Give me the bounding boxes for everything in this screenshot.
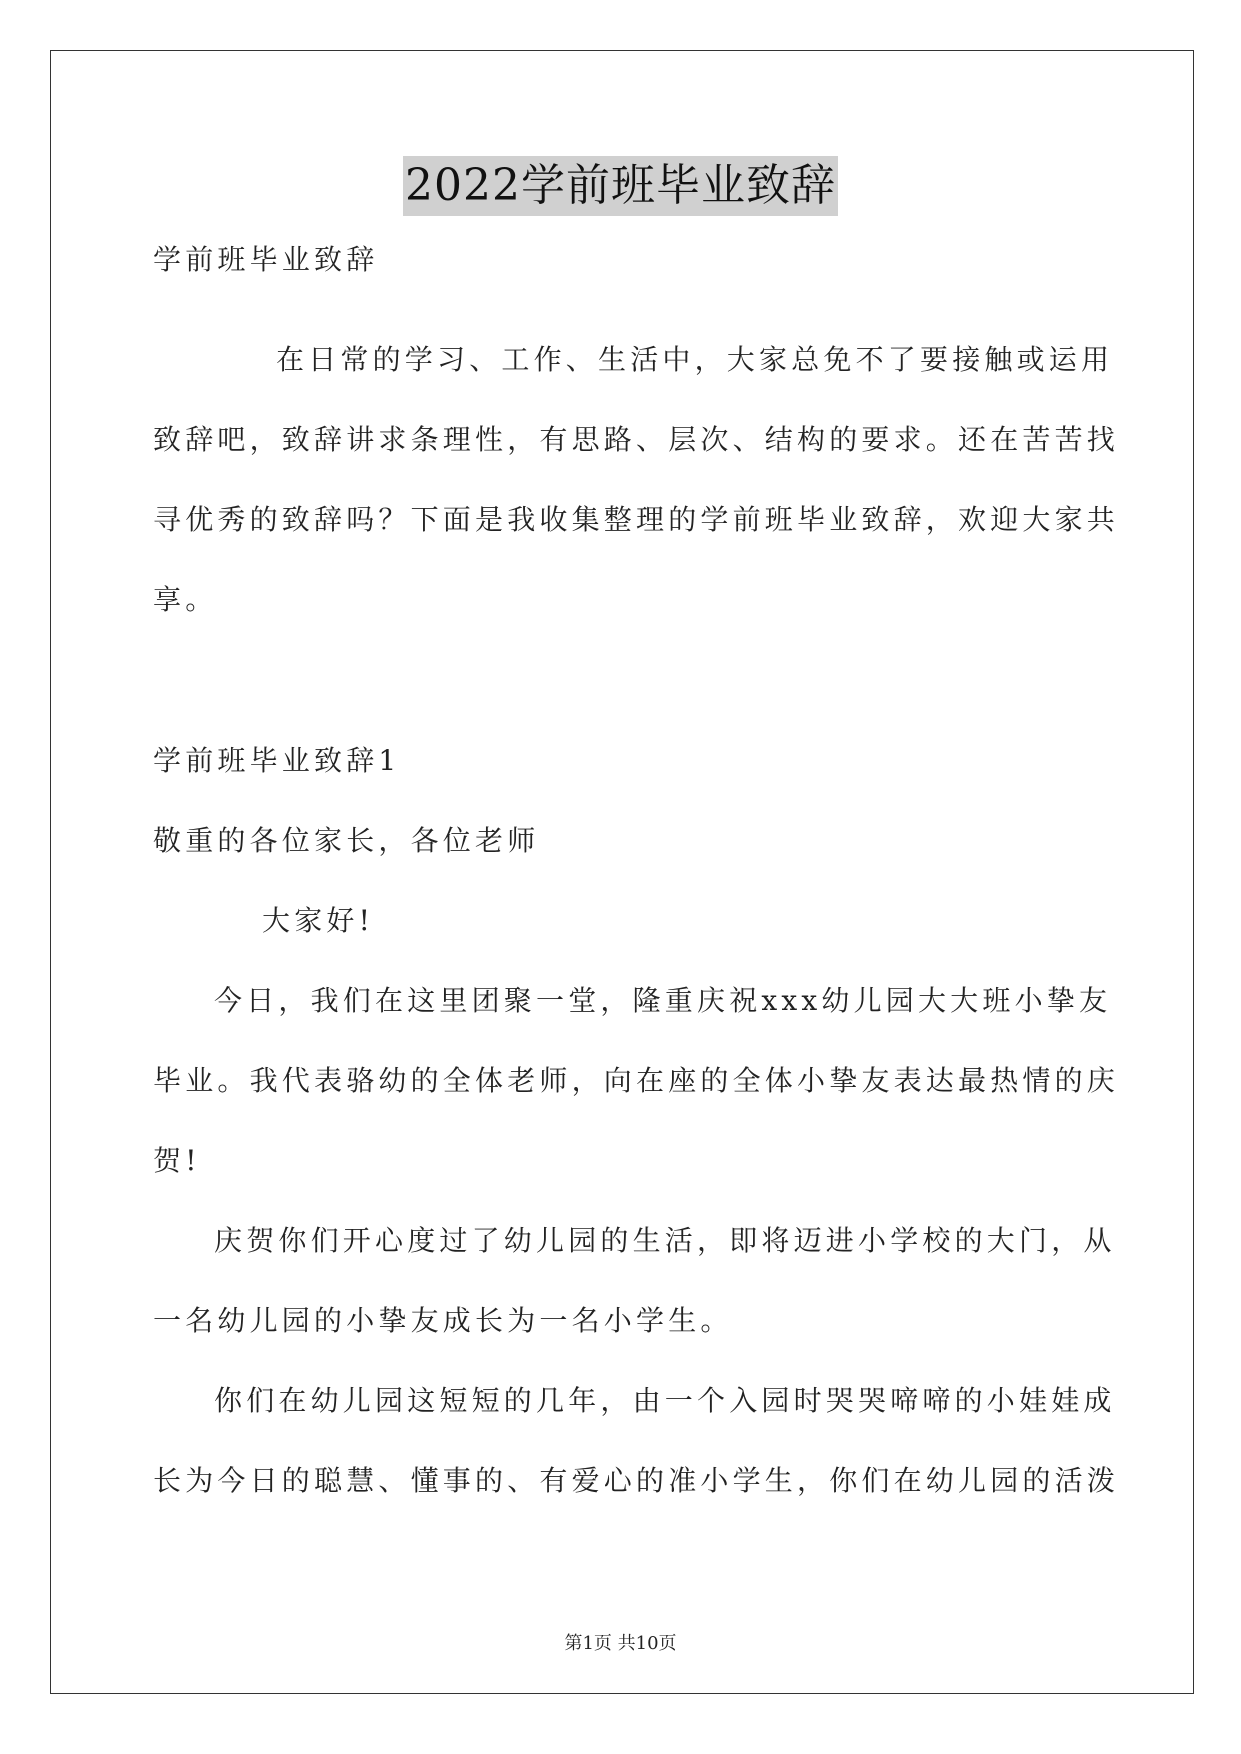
paragraph-line: 长为今日的聪慧、懂事的、有爱心的准小学生，你们在幼儿园的活泼: [153, 1464, 1120, 1497]
paragraph-line: 庆贺你们开心度过了幼儿园的生活，即将迈进小学校的大门，从: [214, 1224, 1116, 1257]
paragraph-line: 在日常的学习、工作、生活中，大家总免不了要接触或运用: [276, 343, 1114, 376]
salutation-line: 敬重的各位家长，各位老师: [153, 824, 540, 857]
paragraph-line: 你们在幼儿园这短短的几年，由一个入园时哭哭啼啼的小娃娃成: [214, 1384, 1116, 1417]
paragraph-line: 享。: [153, 583, 218, 616]
paragraph-line: 致辞吧，致辞讲求条理性，有思路、层次、结构的要求。还在苦苦找: [153, 423, 1120, 456]
paragraph-line: 今日，我们在这里团聚一堂，隆重庆祝xxx幼儿园大大班小挚友: [214, 984, 1112, 1017]
section-heading: 学前班毕业致辞1: [153, 744, 401, 777]
page-footer: 第1页 共10页: [564, 1633, 677, 1654]
paragraph-line: 寻优秀的致辞吗？下面是我收集整理的学前班毕业致辞，欢迎大家共: [153, 503, 1120, 536]
greeting-line: 大家好!: [262, 904, 375, 937]
title-wrap: [0, 156, 1241, 216]
document-title: 2022学前班毕业致辞: [403, 156, 838, 216]
page-border: [50, 50, 1194, 1694]
paragraph-line: 毕业。我代表骆幼的全体老师，向在座的全体小挚友表达最热情的庆: [153, 1064, 1120, 1097]
section-heading: 学前班毕业致辞: [153, 243, 379, 276]
paragraph-line: 贺!: [153, 1144, 201, 1177]
paragraph-line: 一名幼儿园的小挚友成长为一名小学生。: [153, 1304, 733, 1337]
